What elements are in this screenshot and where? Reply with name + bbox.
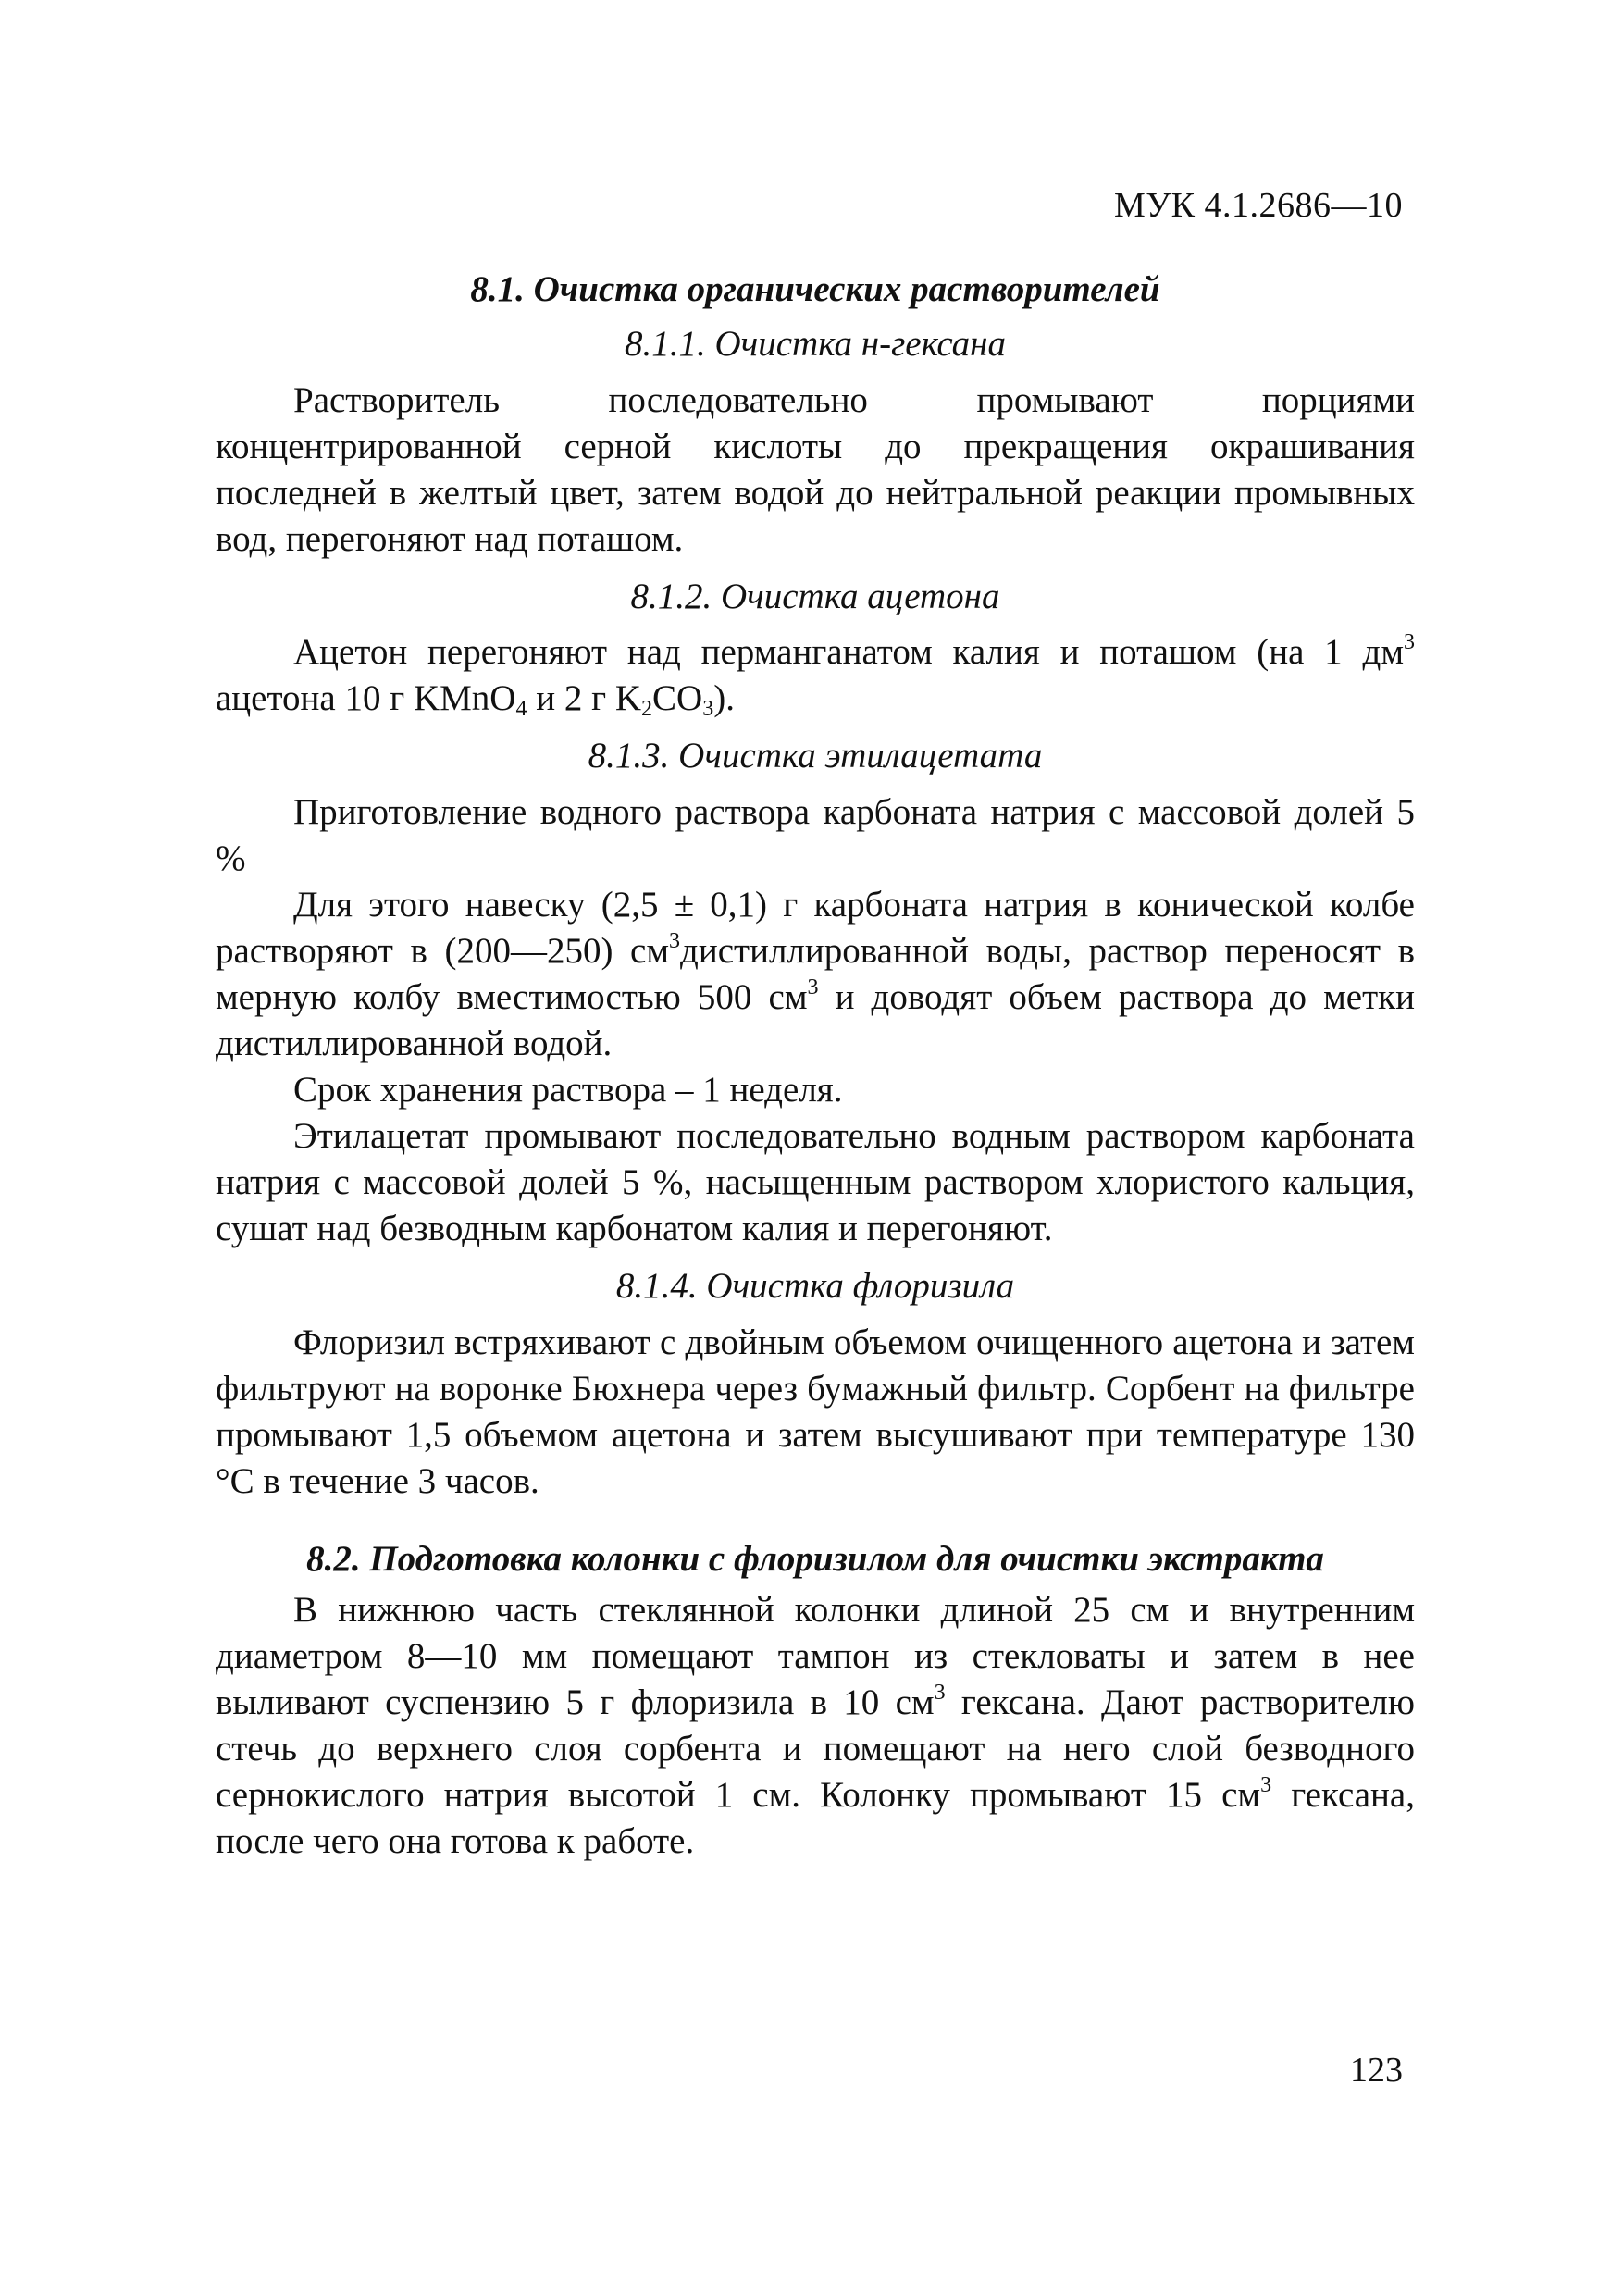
subscript: 3 <box>702 697 714 722</box>
subscript: 2 <box>641 697 653 722</box>
document-code: МУК 4.1.2686—10 <box>1113 186 1403 225</box>
paragraph-florisil-cleaning: Флоризил встряхивают с двойным объемом очищенного ацетона и затем фильтруют на воронке Бюхнера через бумажный фильтр. Сорбент на фильтре промывают 1,5 объемом ацетона и затем высушивают при температуре 130 °С в течение 3 часов. <box>216 1322 1415 1501</box>
paragraph-solution-preparation: Приготовление водного раствора карбоната натрия с массовой долей 5 % <box>216 792 1415 879</box>
subscript: 4 <box>515 697 527 722</box>
superscript: 3 <box>934 1680 946 1705</box>
text-run: Для этого навеску (2,5 ± 0,1) г карбоната натрия в конической колбе растворяют в (200—250) см <box>216 885 1415 972</box>
paragraph-column-preparation <box>216 1587 1415 1865</box>
superscript: 3 <box>807 975 819 1000</box>
paragraph-acetone-cleaning <box>216 629 1415 722</box>
subsection-heading-8-1-3: 8.1.3. Очистка этилацетата <box>588 736 1043 776</box>
superscript: 3 <box>1260 1772 1272 1797</box>
text-run: ацетона 10 г KMnO <box>216 678 516 719</box>
page-content <box>216 268 1415 1865</box>
text-run: и доводят объем раствора до метки дистиллированной водой. <box>216 977 1415 1064</box>
text-run: гексана, после чего она готова к работе. <box>216 1774 1415 1861</box>
text-run: CO <box>652 678 703 719</box>
text-run: Ацетон перегоняют над перманганатом калия и поташом (на 1 дм <box>293 632 1404 673</box>
page-number: 123 <box>1350 2051 1403 2090</box>
text-run: ). <box>713 678 735 719</box>
text-run: и 2 г K <box>527 678 642 719</box>
text-run: гексана. Дают растворителю стечь до верхнего слоя сорбента и помещают на него слой безводного сернокислого натрия высотой 1 см. Колонку промывают 15 см <box>216 1682 1415 1815</box>
superscript: 3 <box>1404 630 1415 655</box>
subsection-heading-8-1-4: 8.1.4. Очистка флоризила <box>615 1266 1015 1307</box>
text-run: В нижнюю часть стеклянной колонки длиной 25 см и внутренним диаметром 8—10 мм помещают тампон из стекловаты и затем в нее выливают суспензию 5 г флоризила в 10 см <box>216 1589 1415 1722</box>
section-heading-8-1: 8.1. Очистка органических растворителей <box>470 269 1160 309</box>
subsection-heading-8-1-2: 8.1.2. Очистка ацетона <box>630 576 1000 616</box>
superscript: 3 <box>669 929 680 954</box>
section-heading-8-2: 8.2. Подготовка колонки с флоризилом для очистки экстракта <box>306 1538 1324 1579</box>
paragraph-weighing <box>216 882 1415 1067</box>
paragraph-ethyl-acetate-washing: Этилацетат промывают последовательно водным раствором карбоната натрия с массовой долей 5 %, насыщенным раствором хлористого кальция, сушат над безводным карбонатом калия и перегоняют. <box>216 1116 1415 1249</box>
text-run: дистиллированной воды, раствор переносят в мерную колбу вместимостью 500 см <box>216 931 1415 1018</box>
subsection-heading-8-1-1: 8.1.1. Очистка н-гексана <box>624 323 1007 364</box>
paragraph-hexane-cleaning: Растворитель последовательно промывают порциями концентрированной серной кислоты до прекращения окрашивания последней в желтый цвет, затем водой до нейтральной реакции промывных вод, перегоняют над поташом. <box>216 379 1415 559</box>
paragraph-storage-time: Срок хранения раствора – 1 неделя. <box>293 1070 843 1111</box>
